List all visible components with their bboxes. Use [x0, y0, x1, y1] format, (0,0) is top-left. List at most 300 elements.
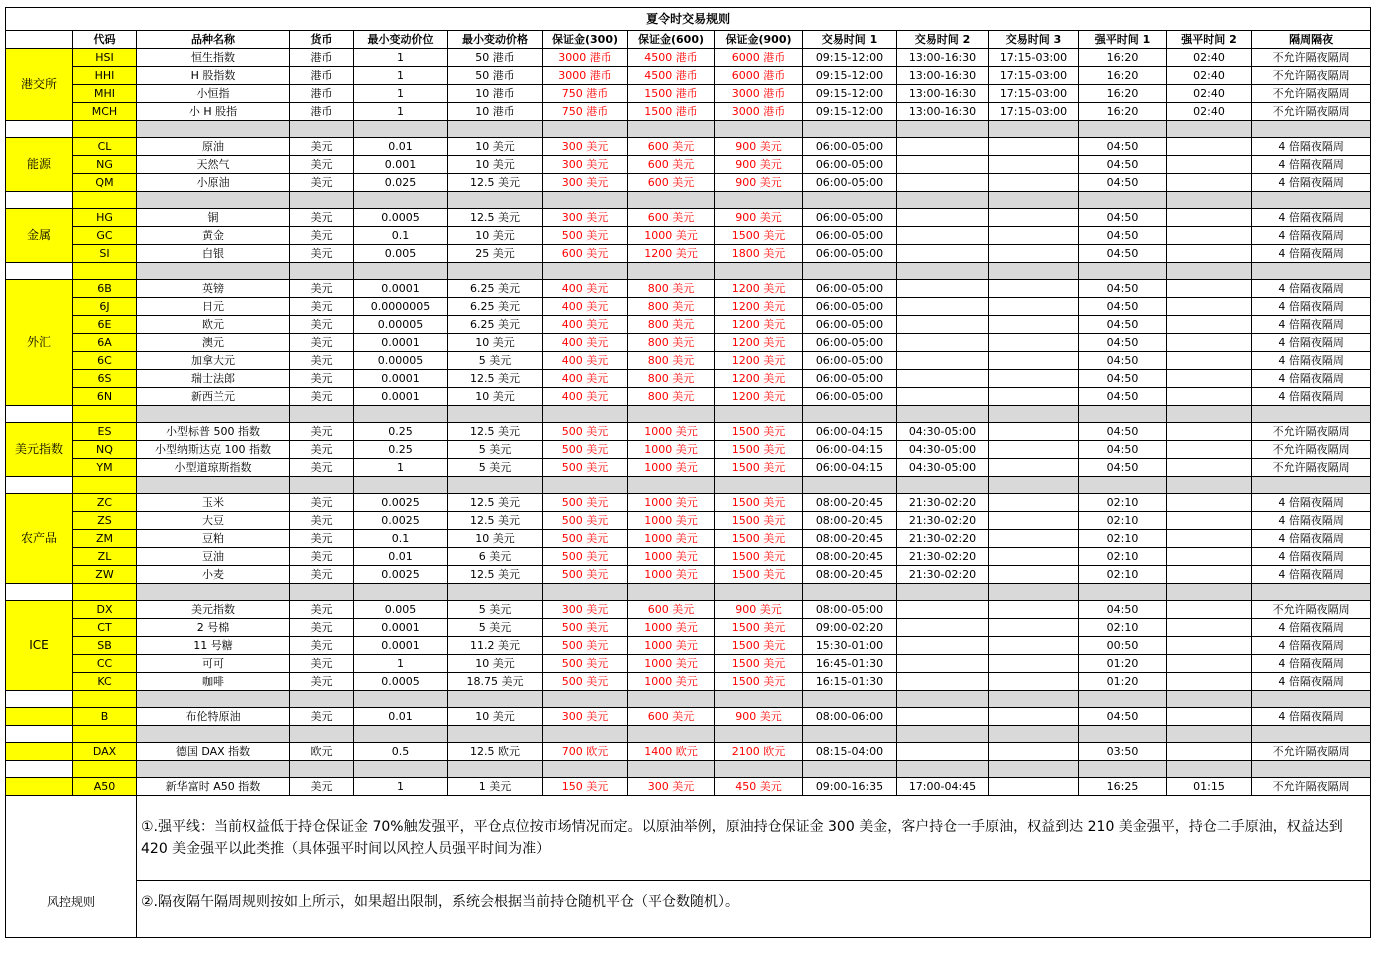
- cell-m3: 1500 美元: [715, 637, 803, 655]
- cell-t3: [989, 530, 1079, 548]
- separator-cell: [1252, 691, 1371, 708]
- cell-currency: 美元: [290, 298, 354, 316]
- separator-cell: [543, 121, 628, 138]
- cell-m2: 1000 美元: [628, 566, 715, 584]
- group-label: 金属: [6, 209, 73, 263]
- cell-t1: 06:00-05:00: [803, 138, 897, 156]
- cell-name: 咖啡: [137, 673, 290, 691]
- table-row: [6, 67, 1371, 85]
- cell-overnight: 4 倍隔夜隔周: [1252, 156, 1371, 174]
- table-row: [6, 512, 1371, 530]
- cell-overnight: 4 倍隔夜隔周: [1252, 280, 1371, 298]
- cell-tick: 0.01: [354, 138, 448, 156]
- cell-m3: 900 美元: [715, 138, 803, 156]
- cell-m2: 800 美元: [628, 370, 715, 388]
- cell-t2: 04:30-05:00: [897, 459, 989, 477]
- cell-f2: [1167, 743, 1252, 761]
- cell-m2: 4500 港币: [628, 49, 715, 67]
- separator-row: [6, 121, 1371, 138]
- header-cell: 品种名称: [137, 31, 290, 49]
- cell-tick-value: 6.25 美元: [448, 280, 543, 298]
- cell-m1: 3000 港币: [543, 49, 628, 67]
- cell-code: ZC: [73, 494, 137, 512]
- separator-cell: [1252, 121, 1371, 138]
- cell-code: GC: [73, 227, 137, 245]
- cell-tick: 0.0001: [354, 280, 448, 298]
- cell-f1: 02:10: [1079, 566, 1167, 584]
- cell-t3: [989, 494, 1079, 512]
- separator-cell: [73, 761, 137, 778]
- cell-name: 小麦: [137, 566, 290, 584]
- cell-overnight: 4 倍隔夜隔周: [1252, 227, 1371, 245]
- separator-cell: [628, 584, 715, 601]
- cell-tick: 0.0001: [354, 619, 448, 637]
- cell-t2: [897, 316, 989, 334]
- cell-name: 布伦特原油: [137, 708, 290, 726]
- cell-t2: 21:30-02:20: [897, 566, 989, 584]
- separator-cell: [1252, 761, 1371, 778]
- cell-overnight: 4 倍隔夜隔周: [1252, 370, 1371, 388]
- cell-t3: [989, 370, 1079, 388]
- separator-cell: [137, 121, 290, 138]
- cell-currency: 美元: [290, 778, 354, 796]
- cell-overnight: 不允许隔夜隔周: [1252, 441, 1371, 459]
- cell-t1: 06:00-05:00: [803, 209, 897, 227]
- cell-m1: 400 美元: [543, 388, 628, 406]
- cell-tick-value: 12.5 美元: [448, 494, 543, 512]
- separator-cell: [1252, 477, 1371, 494]
- cell-m2: 600 美元: [628, 601, 715, 619]
- cell-name: 黄金: [137, 227, 290, 245]
- cell-code: CL: [73, 138, 137, 156]
- cell-m3: 3000 港币: [715, 85, 803, 103]
- cell-t2: [897, 334, 989, 352]
- cell-t3: [989, 601, 1079, 619]
- separator-cell: [73, 477, 137, 494]
- cell-m2: 600 美元: [628, 156, 715, 174]
- group-label: 能源: [6, 138, 73, 192]
- cell-f1: 04:50: [1079, 352, 1167, 370]
- cell-name: 玉米: [137, 494, 290, 512]
- cell-m3: 900 美元: [715, 209, 803, 227]
- cell-t3: [989, 637, 1079, 655]
- cell-t1: 06:00-05:00: [803, 156, 897, 174]
- cell-t3: 17:15-03:00: [989, 49, 1079, 67]
- cell-m1: 150 美元: [543, 778, 628, 796]
- cell-overnight: 不允许隔夜隔周: [1252, 743, 1371, 761]
- cell-m3: 1500 美元: [715, 512, 803, 530]
- cell-currency: 美元: [290, 619, 354, 637]
- table-row: [6, 370, 1371, 388]
- cell-tick: 0.01: [354, 548, 448, 566]
- cell-t1: 06:00-04:15: [803, 423, 897, 441]
- cell-overnight: 4 倍隔夜隔周: [1252, 298, 1371, 316]
- cell-tick: 0.0000005: [354, 298, 448, 316]
- cell-f2: [1167, 601, 1252, 619]
- cell-t3: [989, 548, 1079, 566]
- cell-tick: 1: [354, 655, 448, 673]
- cell-code: HHI: [73, 67, 137, 85]
- separator-cell: [354, 121, 448, 138]
- separator-cell: [628, 192, 715, 209]
- cell-f2: [1167, 298, 1252, 316]
- cell-m1: 400 美元: [543, 370, 628, 388]
- cell-tick: 0.005: [354, 245, 448, 263]
- cell-f1: 03:50: [1079, 743, 1167, 761]
- cell-tick-value: 10 美元: [448, 388, 543, 406]
- separator-cell: [989, 263, 1079, 280]
- cell-m3: 1500 美元: [715, 494, 803, 512]
- cell-m3: 6000 港币: [715, 49, 803, 67]
- separator-cell: [290, 761, 354, 778]
- sheet-title: 夏令时交易规则: [6, 8, 1371, 31]
- cell-name: 豆粕: [137, 530, 290, 548]
- cell-name: 英镑: [137, 280, 290, 298]
- separator-cell: [1079, 761, 1167, 778]
- cell-t1: 09:15-12:00: [803, 67, 897, 85]
- cell-overnight: 4 倍隔夜隔周: [1252, 138, 1371, 156]
- cell-code: HSI: [73, 49, 137, 67]
- cell-tick: 0.0005: [354, 209, 448, 227]
- table-row: [6, 494, 1371, 512]
- cell-t3: [989, 245, 1079, 263]
- cell-name: 小 H 股指: [137, 103, 290, 121]
- cell-f1: 02:10: [1079, 512, 1167, 530]
- cell-f2: [1167, 566, 1252, 584]
- cell-tick-value: 6.25 美元: [448, 316, 543, 334]
- cell-currency: 美元: [290, 441, 354, 459]
- cell-t2: 13:00-16:30: [897, 49, 989, 67]
- header-cell: 强平时间 2: [1167, 31, 1252, 49]
- separator-cell: [137, 584, 290, 601]
- cell-m3: 1500 美元: [715, 673, 803, 691]
- cell-t2: [897, 209, 989, 227]
- separator-cell: [897, 761, 989, 778]
- cell-currency: 美元: [290, 566, 354, 584]
- cell-f2: [1167, 548, 1252, 566]
- table-row: [6, 388, 1371, 406]
- table-row: [6, 174, 1371, 192]
- cell-m3: 1200 美元: [715, 352, 803, 370]
- cell-t2: 21:30-02:20: [897, 494, 989, 512]
- cell-tick: 0.0025: [354, 512, 448, 530]
- separator-cell: [1167, 263, 1252, 280]
- cell-t3: [989, 298, 1079, 316]
- cell-t1: 06:00-05:00: [803, 298, 897, 316]
- cell-f1: 16:25: [1079, 778, 1167, 796]
- separator-cell: [1252, 192, 1371, 209]
- cell-name: 白银: [137, 245, 290, 263]
- cell-m2: 600 美元: [628, 209, 715, 227]
- cell-m1: 500 美元: [543, 637, 628, 655]
- cell-tick-value: 10 美元: [448, 227, 543, 245]
- cell-t1: 06:00-05:00: [803, 280, 897, 298]
- table-row: [6, 334, 1371, 352]
- cell-f1: 04:50: [1079, 245, 1167, 263]
- cell-m1: 300 美元: [543, 138, 628, 156]
- separator-cell: [1252, 726, 1371, 743]
- separator-cell: [6, 691, 73, 708]
- cell-t2: [897, 637, 989, 655]
- table-row: [6, 298, 1371, 316]
- cell-m1: 500 美元: [543, 530, 628, 548]
- cell-t1: 06:00-05:00: [803, 316, 897, 334]
- cell-m2: 800 美元: [628, 334, 715, 352]
- cell-name: 新华富时 A50 指数: [137, 778, 290, 796]
- cell-t3: [989, 352, 1079, 370]
- cell-f1: 01:20: [1079, 673, 1167, 691]
- separator-cell: [354, 584, 448, 601]
- cell-currency: 美元: [290, 708, 354, 726]
- cell-code: 6E: [73, 316, 137, 334]
- table-row: [6, 459, 1371, 477]
- separator-cell: [1079, 406, 1167, 423]
- separator-cell: [448, 192, 543, 209]
- trading-rules-table: [5, 7, 1371, 938]
- cell-t2: [897, 655, 989, 673]
- separator-cell: [73, 691, 137, 708]
- cell-code: A50: [73, 778, 137, 796]
- cell-m1: 500 美元: [543, 619, 628, 637]
- cell-code: ZW: [73, 566, 137, 584]
- cell-currency: 美元: [290, 459, 354, 477]
- separator-cell: [6, 477, 73, 494]
- cell-name: 小原油: [137, 174, 290, 192]
- header-cell: 交易时间 3: [989, 31, 1079, 49]
- table-row: [6, 103, 1371, 121]
- separator-cell: [715, 691, 803, 708]
- cell-m1: 600 美元: [543, 245, 628, 263]
- separator-cell: [715, 263, 803, 280]
- cell-m1: 500 美元: [543, 494, 628, 512]
- cell-f2: [1167, 316, 1252, 334]
- cell-tick: 1: [354, 67, 448, 85]
- cell-t1: 08:00-05:00: [803, 601, 897, 619]
- cell-tick-value: 25 美元: [448, 245, 543, 263]
- cell-name: 恒生指数: [137, 49, 290, 67]
- separator-cell: [803, 726, 897, 743]
- group-label: 外汇: [6, 280, 73, 406]
- cell-f2: [1167, 655, 1252, 673]
- cell-code: YM: [73, 459, 137, 477]
- cell-m2: 1400 欧元: [628, 743, 715, 761]
- table-row: [6, 352, 1371, 370]
- cell-t2: 04:30-05:00: [897, 441, 989, 459]
- cell-code: SB: [73, 637, 137, 655]
- cell-overnight: 4 倍隔夜隔周: [1252, 352, 1371, 370]
- cell-currency: 美元: [290, 138, 354, 156]
- cell-t1: 06:00-05:00: [803, 352, 897, 370]
- separator-cell: [73, 406, 137, 423]
- separator-cell: [290, 406, 354, 423]
- cell-m3: 1500 美元: [715, 423, 803, 441]
- cell-m1: 750 港币: [543, 103, 628, 121]
- cell-m3: 1500 美元: [715, 548, 803, 566]
- separator-cell: [803, 263, 897, 280]
- cell-t3: [989, 138, 1079, 156]
- cell-tick: 0.25: [354, 441, 448, 459]
- cell-f1: 04:50: [1079, 156, 1167, 174]
- header-cell: 交易时间 1: [803, 31, 897, 49]
- cell-tick-value: 50 港币: [448, 49, 543, 67]
- cell-f1: 01:20: [1079, 655, 1167, 673]
- cell-f2: [1167, 637, 1252, 655]
- cell-overnight: 4 倍隔夜隔周: [1252, 655, 1371, 673]
- cell-code: ES: [73, 423, 137, 441]
- cell-m2: 1000 美元: [628, 530, 715, 548]
- cell-currency: 美元: [290, 494, 354, 512]
- group-label: [6, 743, 73, 761]
- separator-cell: [137, 726, 290, 743]
- group-label: 美元指数: [6, 423, 73, 477]
- cell-m1: 300 美元: [543, 209, 628, 227]
- cell-t3: [989, 778, 1079, 796]
- cell-t3: [989, 459, 1079, 477]
- cell-tick: 0.001: [354, 156, 448, 174]
- cell-code: MHI: [73, 85, 137, 103]
- cell-t3: [989, 743, 1079, 761]
- cell-code: NQ: [73, 441, 137, 459]
- cell-name: 加拿大元: [137, 352, 290, 370]
- cell-currency: 美元: [290, 352, 354, 370]
- cell-t2: 13:00-16:30: [897, 103, 989, 121]
- cell-tick-value: 12.5 美元: [448, 512, 543, 530]
- cell-tick: 0.0001: [354, 637, 448, 655]
- table-row: [6, 423, 1371, 441]
- separator-cell: [715, 584, 803, 601]
- cell-overnight: 4 倍隔夜隔周: [1252, 566, 1371, 584]
- cell-tick-value: 6.25 美元: [448, 298, 543, 316]
- group-label: 农产品: [6, 494, 73, 584]
- cell-m1: 500 美元: [543, 441, 628, 459]
- cell-f2: [1167, 280, 1252, 298]
- cell-code: HG: [73, 209, 137, 227]
- cell-f2: [1167, 388, 1252, 406]
- cell-t3: 17:15-03:00: [989, 67, 1079, 85]
- cell-currency: 美元: [290, 530, 354, 548]
- cell-overnight: 不允许隔夜隔周: [1252, 778, 1371, 796]
- cell-m3: 2100 欧元: [715, 743, 803, 761]
- cell-currency: 港币: [290, 49, 354, 67]
- table-row: [6, 49, 1371, 67]
- cell-t2: [897, 708, 989, 726]
- cell-f2: [1167, 334, 1252, 352]
- separator-cell: [448, 406, 543, 423]
- cell-currency: 美元: [290, 601, 354, 619]
- cell-name: 大豆: [137, 512, 290, 530]
- cell-m3: 1500 美元: [715, 530, 803, 548]
- cell-f2: [1167, 227, 1252, 245]
- cell-currency: 美元: [290, 227, 354, 245]
- cell-m2: 1200 美元: [628, 245, 715, 263]
- cell-overnight: 不允许隔夜隔周: [1252, 67, 1371, 85]
- cell-tick: 0.0025: [354, 566, 448, 584]
- cell-m3: 3000 港币: [715, 103, 803, 121]
- cell-t3: [989, 619, 1079, 637]
- separator-cell: [543, 584, 628, 601]
- separator-cell: [1167, 761, 1252, 778]
- separator-cell: [1079, 477, 1167, 494]
- cell-tick: 0.1: [354, 530, 448, 548]
- cell-t1: 06:00-04:15: [803, 459, 897, 477]
- separator-cell: [989, 406, 1079, 423]
- cell-f1: 02:10: [1079, 530, 1167, 548]
- cell-code: KC: [73, 673, 137, 691]
- cell-m1: 300 美元: [543, 174, 628, 192]
- cell-f2: [1167, 494, 1252, 512]
- cell-f2: [1167, 708, 1252, 726]
- header-cell: 最小变动价位: [354, 31, 448, 49]
- cell-m1: 3000 港币: [543, 67, 628, 85]
- cell-m3: 1200 美元: [715, 316, 803, 334]
- cell-m1: 500 美元: [543, 566, 628, 584]
- cell-f2: [1167, 423, 1252, 441]
- separator-cell: [897, 121, 989, 138]
- separator-cell: [1079, 584, 1167, 601]
- table-row: [6, 209, 1371, 227]
- cell-tick: 0.005: [354, 601, 448, 619]
- cell-m2: 1000 美元: [628, 512, 715, 530]
- separator-cell: [290, 726, 354, 743]
- cell-overnight: 不允许隔夜隔周: [1252, 49, 1371, 67]
- cell-t3: [989, 227, 1079, 245]
- separator-cell: [354, 761, 448, 778]
- separator-cell: [543, 726, 628, 743]
- cell-f2: [1167, 619, 1252, 637]
- cell-tick: 0.00005: [354, 316, 448, 334]
- separator-cell: [448, 691, 543, 708]
- cell-tick-value: 18.75 美元: [448, 673, 543, 691]
- cell-t3: [989, 209, 1079, 227]
- cell-m1: 500 美元: [543, 512, 628, 530]
- cell-overnight: 4 倍隔夜隔周: [1252, 673, 1371, 691]
- separator-cell: [897, 477, 989, 494]
- cell-f1: 04:50: [1079, 334, 1167, 352]
- cell-currency: 美元: [290, 156, 354, 174]
- cell-overnight: 不允许隔夜隔周: [1252, 459, 1371, 477]
- cell-tick-value: 12.5 美元: [448, 209, 543, 227]
- separator-cell: [628, 263, 715, 280]
- cell-code: ZL: [73, 548, 137, 566]
- cell-code: NG: [73, 156, 137, 174]
- separator-cell: [137, 761, 290, 778]
- cell-overnight: 4 倍隔夜隔周: [1252, 548, 1371, 566]
- separator-cell: [1167, 726, 1252, 743]
- cell-tick: 1: [354, 49, 448, 67]
- cell-t1: 06:00-05:00: [803, 174, 897, 192]
- cell-m2: 1000 美元: [628, 619, 715, 637]
- cell-tick-value: 10 美元: [448, 138, 543, 156]
- cell-f1: 02:10: [1079, 494, 1167, 512]
- cell-code: 6A: [73, 334, 137, 352]
- cell-m1: 500 美元: [543, 423, 628, 441]
- cell-currency: 港币: [290, 103, 354, 121]
- cell-m3: 1200 美元: [715, 388, 803, 406]
- separator-cell: [715, 192, 803, 209]
- separator-cell: [989, 691, 1079, 708]
- cell-f2: 02:40: [1167, 85, 1252, 103]
- cell-m3: 1500 美元: [715, 459, 803, 477]
- cell-t2: [897, 601, 989, 619]
- cell-m2: 1500 港币: [628, 85, 715, 103]
- cell-t1: 06:00-05:00: [803, 370, 897, 388]
- separator-cell: [989, 761, 1079, 778]
- separator-cell: [354, 477, 448, 494]
- cell-m2: 800 美元: [628, 316, 715, 334]
- cell-name: 豆油: [137, 548, 290, 566]
- cell-t2: 21:30-02:20: [897, 548, 989, 566]
- risk-label: 风控规则: [6, 796, 137, 938]
